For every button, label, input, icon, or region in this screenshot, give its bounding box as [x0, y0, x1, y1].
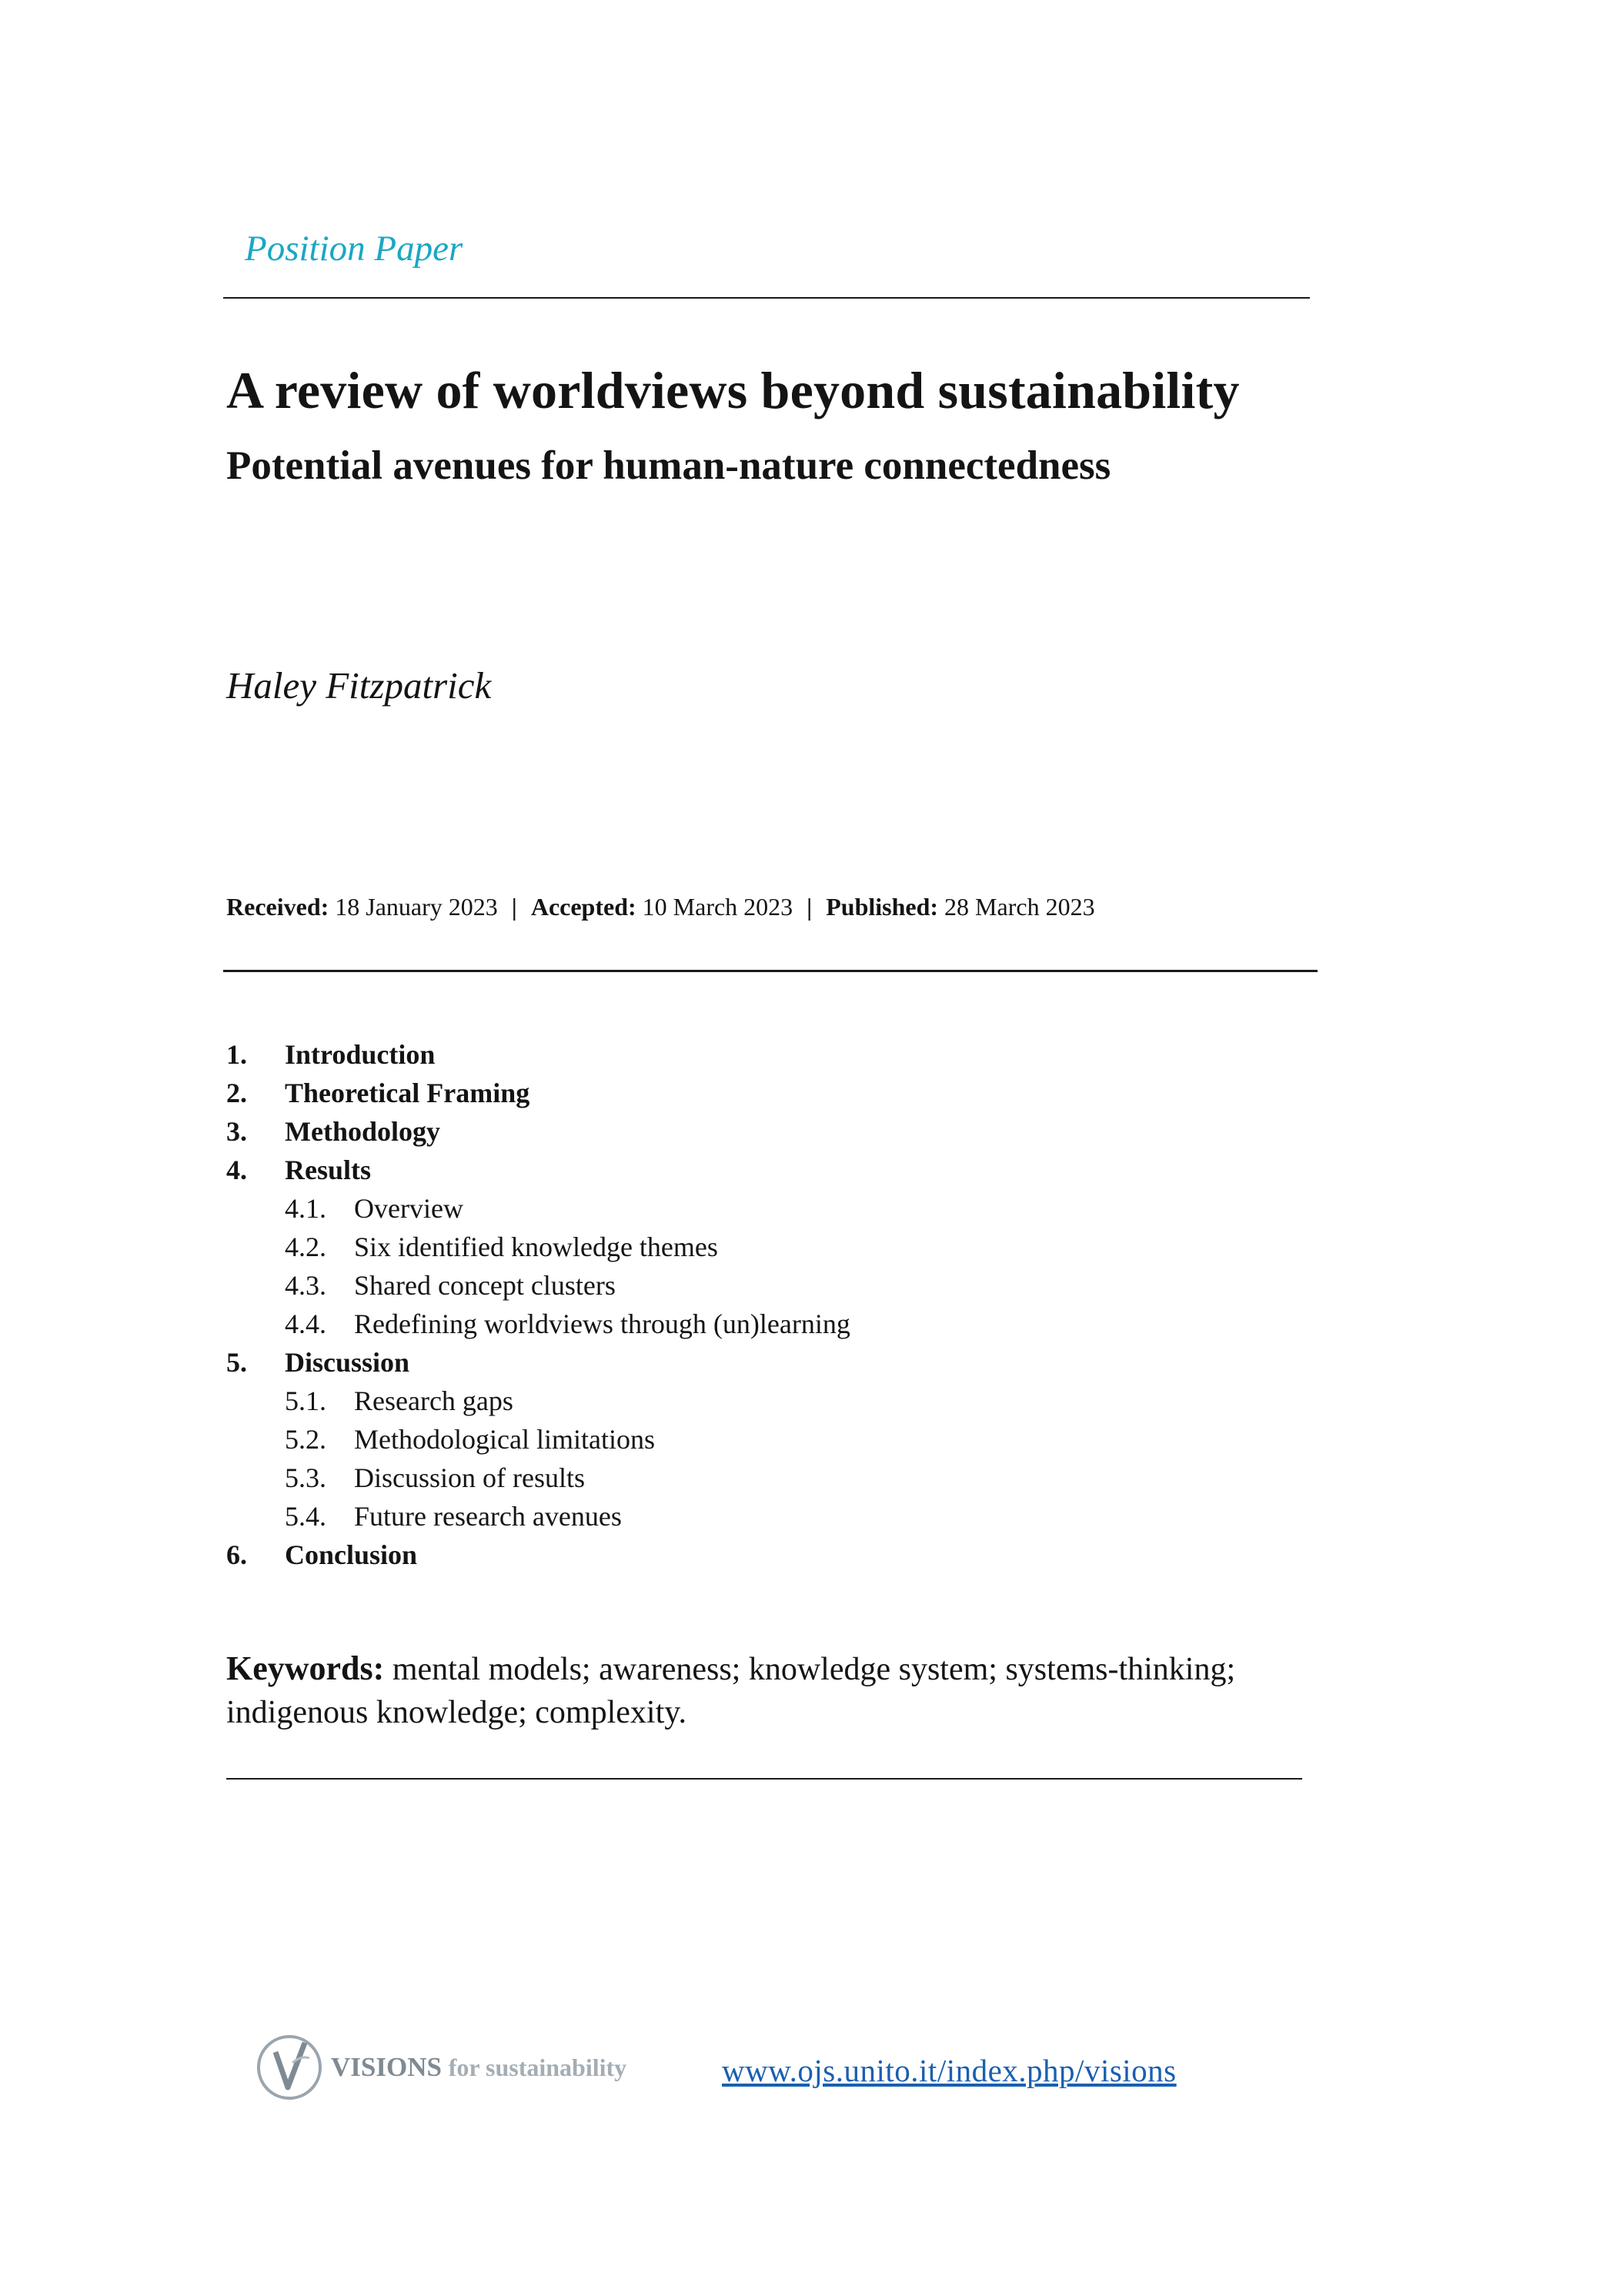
logo-tagline: for sustainability: [448, 2054, 627, 2081]
keywords-block: [226, 1647, 1319, 1734]
header-divider: [223, 297, 1310, 299]
paper-type-label: Position Paper: [245, 229, 463, 269]
accepted-date: 10 March 2023: [642, 893, 793, 921]
keywords-divider: [226, 1778, 1302, 1780]
author-name: Haley Fitzpatrick: [226, 664, 492, 707]
accepted-label: Accepted:: [530, 893, 636, 921]
article-subtitle: Potential avenues for human-nature connectedness: [226, 443, 1111, 488]
received-label: Received:: [226, 893, 329, 921]
date-separator: |: [511, 893, 517, 921]
publication-dates: [226, 893, 1095, 921]
keywords-text: mental models; awareness; knowledge system; systems-thinking; indigenous knowledge; complexity.: [226, 1652, 1236, 1730]
published-date: 28 March 2023: [944, 893, 1095, 921]
published-label: Published:: [826, 893, 939, 921]
received-date: 18 January 2023: [335, 893, 498, 921]
logo-word: VISIONS: [331, 2052, 442, 2082]
visions-logo-icon: [254, 2032, 325, 2103]
dates-divider: [223, 970, 1318, 972]
journal-url-link[interactable]: www.ojs.unito.it/index.php/visions: [722, 2053, 1177, 2088]
date-separator: |: [807, 893, 813, 921]
journal-logo: [254, 2032, 626, 2103]
keywords-label: Keywords:: [226, 1649, 385, 1687]
article-title: A review of worldviews beyond sustainability: [226, 361, 1240, 419]
